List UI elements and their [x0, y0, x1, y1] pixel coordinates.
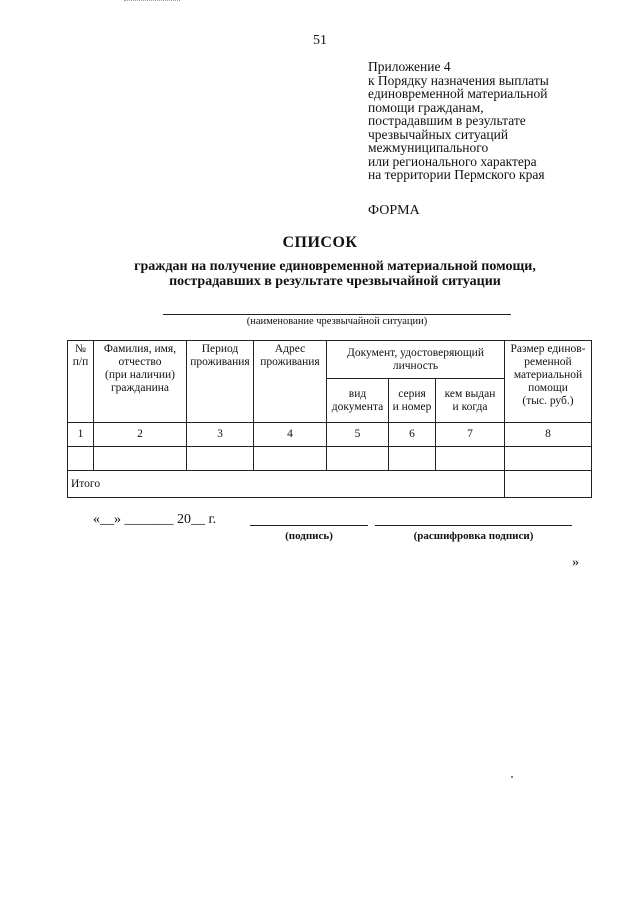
- table-cell: [254, 447, 327, 471]
- column-number: 7: [436, 423, 505, 447]
- header-text: проживания: [260, 356, 320, 368]
- header-text: (при наличии): [105, 369, 175, 381]
- column-number: 1: [68, 423, 94, 447]
- appendix-line: чрезвычайных ситуаций: [368, 126, 509, 142]
- decryption-line: [375, 525, 572, 526]
- header-text: личность: [392, 359, 439, 372]
- appendix-line: межмуниципального: [368, 140, 489, 155]
- header-text: Размер единов-: [510, 343, 586, 355]
- table-cell: [436, 447, 505, 471]
- header-text: материальной: [513, 369, 583, 381]
- header-text: №: [75, 343, 86, 355]
- column-number-row: [68, 423, 592, 447]
- appendix-line: на территории Пермского края: [368, 167, 545, 182]
- header-text: документа: [331, 400, 384, 413]
- header-text: гражданина: [110, 382, 170, 394]
- total-value-cell: [505, 471, 592, 498]
- date-field: «__» _______ 20__ г.: [93, 512, 217, 527]
- header-text: серия: [398, 387, 426, 400]
- decryption-caption: (расшифровка подписи): [413, 530, 534, 542]
- header-row: [68, 341, 592, 379]
- header-text: отчество: [118, 356, 162, 368]
- header-doc-type: [327, 379, 389, 423]
- header-text: п/п: [72, 356, 89, 368]
- appendix-line: единовременной материальной: [368, 86, 548, 101]
- signature-line: [250, 525, 368, 526]
- total-row: [68, 471, 592, 498]
- appendix-line: Приложение 4: [368, 59, 451, 74]
- header-text: кем выдан: [444, 387, 496, 400]
- header-num: [68, 341, 94, 423]
- header-document: [327, 341, 505, 379]
- table-cell: [505, 447, 592, 471]
- citizens-table: [67, 340, 592, 498]
- header-period: [187, 341, 254, 423]
- subtitle-line: пострадавших в результате чрезвычайной ситуации: [169, 274, 501, 289]
- column-number: 5: [327, 423, 389, 447]
- column-number: 6: [389, 423, 436, 447]
- appendix-line: помощи гражданам,: [368, 99, 484, 115]
- subtitle-line: граждан на получение единовременной материальной помощи,: [134, 259, 536, 274]
- header-text: ременной: [524, 356, 572, 368]
- header-address: [254, 341, 327, 423]
- form-label: ФОРМА: [368, 203, 420, 218]
- column-number: 2: [94, 423, 187, 447]
- header-text: и номер: [392, 400, 432, 413]
- empty-data-row: [68, 447, 592, 471]
- scan-speck: [511, 776, 513, 778]
- table-cell: [389, 447, 436, 471]
- table-cell: [327, 447, 389, 471]
- header-text: и когда: [452, 400, 488, 413]
- header-text: (тыс. руб.): [522, 395, 574, 407]
- table-cell: [94, 447, 187, 471]
- closing-quote: »: [572, 555, 579, 570]
- column-number: 4: [254, 423, 327, 447]
- header-text: Адрес: [274, 343, 306, 355]
- header-text: вид: [348, 387, 367, 400]
- column-number: 8: [505, 423, 592, 447]
- header-text: Период: [201, 343, 239, 355]
- header-text: проживания: [190, 356, 250, 368]
- document-title: СПИСОК: [282, 234, 358, 251]
- document-subtitle: [0, 259, 640, 289]
- appendix-block: [368, 60, 549, 182]
- scan-mark: [124, 0, 180, 3]
- header-amount: [505, 341, 592, 423]
- signature-caption: (подпись): [285, 530, 333, 542]
- header-text: Фамилия, имя,: [103, 343, 177, 355]
- total-label: Итого: [68, 471, 505, 498]
- table-cell: [187, 447, 254, 471]
- header-text: Документ, удостоверяющий: [347, 346, 484, 359]
- header-text: помощи: [528, 382, 568, 394]
- appendix-line: пострадавшим в результате: [368, 113, 526, 128]
- header-name: [94, 341, 187, 423]
- appendix-line: к Порядку назначения выплаты: [368, 72, 549, 88]
- situation-caption: (наименование чрезвычайной ситуации): [246, 316, 428, 327]
- table-cell: [68, 447, 94, 471]
- header-doc-issued: [436, 379, 505, 423]
- situation-name-line: [163, 314, 511, 315]
- page-number: 51: [313, 33, 327, 48]
- column-number: 3: [187, 423, 254, 447]
- appendix-line: или регионального характера: [368, 153, 537, 169]
- header-doc-series: [389, 379, 436, 423]
